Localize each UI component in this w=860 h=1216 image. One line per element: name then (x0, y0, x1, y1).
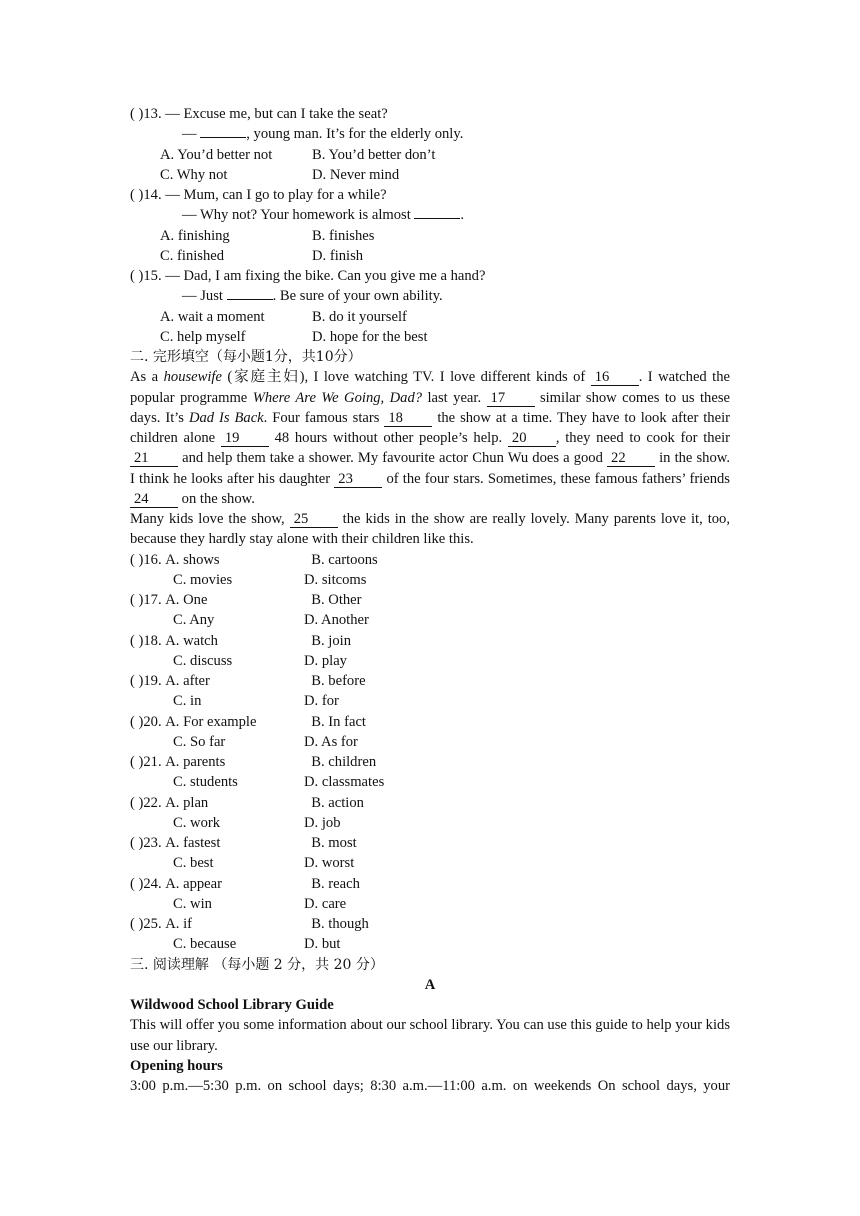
option-a: A. You’d better not (160, 146, 273, 163)
blank-24[interactable]: 24 (130, 492, 178, 508)
section-2-title: 二. 完形填空（每小题1分，共10分） (130, 349, 362, 365)
blank-18[interactable]: 18 (384, 411, 432, 427)
cloze-item-21-cd: C. students D. classmates (173, 774, 385, 791)
cloze-item-22-cd: C. work D. job (173, 814, 341, 831)
cloze-item-24-ab: ( )24. A. appear B. reach (130, 875, 360, 892)
cloze-item-16-ab: ( )16. A. shows B. cartoons (130, 551, 378, 568)
cloze-item-25-ab: ( )25. A. if B. though (130, 916, 369, 932)
cloze-item-23-cd: C. best D. worst (173, 855, 355, 872)
blank-23[interactable]: 23 (334, 472, 382, 488)
blank-20[interactable]: 20 (508, 431, 556, 447)
option-d: D. finish (312, 247, 364, 264)
question-13-line1: — Excuse me, but can I take the seat? (165, 106, 388, 122)
option-d: D. Never mind (312, 166, 400, 183)
option-b: B. finishes (312, 227, 375, 244)
cloze-item-18-cd: C. discuss D. play (173, 652, 347, 669)
option-a: A. finishing (160, 227, 230, 244)
cloze-item-16-cd: C. movies D. sitcoms (173, 571, 367, 588)
question-15-options-ab (130, 307, 730, 327)
question-14-line2: — Why not? Your homework is almost . (182, 207, 465, 224)
cloze-item-24-cd: C. win D. care (173, 895, 347, 912)
cloze-item-18-ab: ( )18. A. watch B. join (130, 632, 351, 649)
cloze-passage-p2: Many kids love the show, 25 the kids in the show are really lovely. Many parents love it, too, because they hardly stay alone with their children like this. (130, 511, 730, 548)
option-b: B. You’d better don’t (312, 146, 436, 163)
blank-22[interactable]: 22 (607, 451, 655, 467)
cloze-item-17-cd: C. Any D. Another (173, 612, 369, 629)
question-14-options-ab (130, 226, 730, 246)
opening-hours-heading: Opening hours (130, 1057, 223, 1074)
cloze-item-20-cd: C. So far D. As for (173, 733, 358, 750)
cloze-item-22-ab: ( )22. A. plan B. action (130, 794, 364, 811)
question-14-options-cd (130, 246, 730, 266)
cloze-item-17-ab: ( )17. A. One B. Other (130, 592, 362, 608)
question-15-options-cd (130, 327, 730, 347)
cloze-passage-p1: As a housewife (家庭主妇), I love watching TV. I love different kinds of 16 . I watched the popular programme Where Are We Going, Dad? last year. 17 similar show comes to us these days. It’s Dad Is Back. Four famous stars 18 the show at a time. They have to look after their children alone 19 48 hours without other people’s help. 20 , they need to cook for their 21 and help them take a shower. My favourite actor Chun Wu does a good 22 in the show. I think he looks after his daughter 23 of the four stars. Sometimes, these famous fathers’ friends 24 on the show. (130, 369, 731, 507)
blank-17[interactable]: 17 (487, 391, 535, 407)
cloze-item-19-cd: C. in D. for (173, 693, 339, 710)
question-15-line2: — Just . Be sure of your own ability. (182, 288, 443, 305)
question-13-options-cd (130, 165, 730, 185)
reading-part-label: A (424, 976, 436, 993)
answer-blank[interactable] (200, 137, 246, 138)
reading-title: Wildwood School Library Guide (130, 997, 334, 1013)
question-15: ( )15. — Dad, I am fixing the bike. Can you give me a hand? (130, 268, 486, 284)
cloze-options (130, 550, 730, 955)
option-b: B. do it yourself (312, 308, 407, 325)
cloze-item-21-ab: ( )21. A. parents B. children (130, 754, 377, 770)
cloze-item-25-cd: C. because D. but (173, 936, 341, 953)
cloze-item-23-ab: ( )23. A. fastest B. most (130, 835, 357, 851)
question-13: ( )13. — Excuse me, but can I take the seat? (130, 106, 388, 122)
option-c: C. help myself (160, 328, 246, 345)
option-c: C. Why not (160, 166, 228, 183)
answer-blank[interactable] (414, 218, 460, 219)
section-3-title: 三. 阅读理解 （每小题 2 分，共 20 分） (130, 956, 384, 973)
option-a: A. wait a moment (160, 308, 265, 325)
question-13-line2: — , young man. It’s for the elderly only. (182, 126, 464, 143)
answer-blank[interactable] (227, 299, 273, 300)
option-c: C. finished (160, 247, 225, 264)
blank-21[interactable]: 21 (130, 451, 178, 467)
exam-page (130, 104, 730, 1096)
blank-25[interactable]: 25 (290, 512, 338, 528)
blank-19[interactable]: 19 (221, 431, 269, 447)
reading-intro: This will offer you some information about our school library. You can use this guide to help your kids use our library. (130, 1017, 730, 1054)
cloze-item-20-ab: ( )20. A. For example B. In fact (130, 713, 366, 730)
option-d: D. hope for the best (312, 328, 428, 345)
question-13-options-ab (130, 145, 730, 165)
cloze-item-19-ab: ( )19. A. after B. before (130, 673, 366, 689)
blank-16[interactable]: 16 (591, 370, 639, 386)
opening-hours-text: 3:00 p.m.—5:30 p.m. on school days; 8:30 a.m.—11:00 a.m. on weekends On school days, your (130, 1078, 730, 1094)
question-14: ( )14. — Mum, can I go to play for a while? (130, 187, 387, 203)
